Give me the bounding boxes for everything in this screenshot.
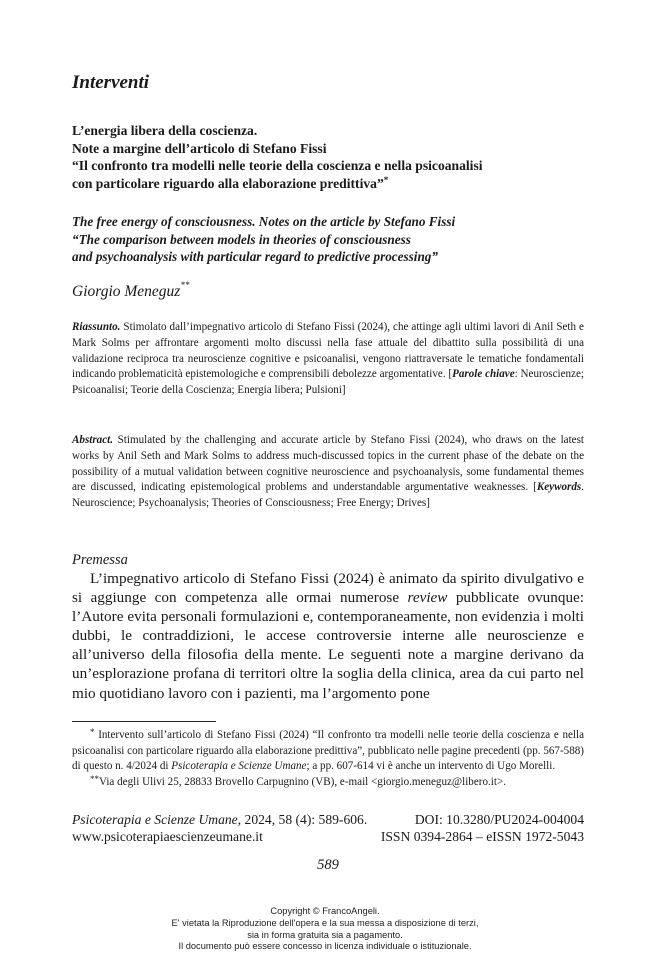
copyright-line: Il documento può essere concesso in licenza individuale o istituzionale.: [178, 941, 472, 952]
author-text: Giorgio Meneguz: [72, 283, 181, 300]
english-title: [72, 213, 455, 266]
footnote-divider: [72, 721, 216, 722]
journal-website-link[interactable]: www.psicoterapiaescienzeumane.it: [72, 828, 263, 844]
body-italic-run: review: [407, 589, 448, 607]
author-name: [72, 280, 190, 301]
journal-volume: , 2024, 58 (4): 589-606.: [237, 812, 368, 827]
page-number: 589: [317, 857, 339, 873]
subtitle-line: “The comparison between models in theories of consciousness: [72, 231, 411, 247]
subtitle-line: and psychoanalysis with particular regard to predictive processing”: [72, 249, 438, 264]
journal-website-row: [72, 829, 584, 846]
article-title: [72, 122, 483, 192]
title-line: L’energia libera della coscienza.: [72, 123, 258, 138]
riassunto-text: Stimolato dall’impegnativo articolo di Stefano Fissi (2024), che attinge agli ultimi lavori di Anil Seth e Mark Solms per affrontare argomenti molto discussi nella fase attuale del dibattito sulla possibilità di una validazione reciproca tra neuroscienze cognitive e psicoanalisi, vengono riattraversate le tematiche fondamentali indicando problematicità epistemologiche e comprensibili debolezze argomentative. [: [72, 321, 584, 381]
copyright-line: Copyright © FrancoAngeli.: [270, 906, 380, 916]
footnote-2-text: Via degli Ulivi 25, 28833 Brovello Carpugnino (VB), e-mail <giorgio.meneguz@libero.it>.: [99, 775, 506, 788]
body-paragraph: [72, 569, 584, 703]
journal-citation-row: [72, 812, 584, 829]
journal-citation: [72, 812, 367, 829]
title-line: [72, 175, 483, 193]
copyright-line: sia in forma gratuita sia a pagamento.: [247, 929, 403, 940]
doi: DOI: 10.3280/PU2024-004004: [414, 812, 584, 827]
footnotes: [72, 728, 584, 790]
issn: ISSN 0394-2864 – eISSN 1972-5043: [380, 828, 584, 844]
riassunto-label: Riassunto.: [72, 321, 121, 333]
section-label: Interventi: [72, 72, 150, 93]
footnote-1-text-end: ; a pp. 607-614 vi è anche un intervento di Ugo Morelli.: [306, 760, 556, 773]
abstract-keywords-label: Keywords: [536, 481, 582, 494]
footnote-2-mark: **: [90, 773, 99, 784]
abstract-text: Stimulated by the challenging and accurate article by Stefano Fissi (2024), who draws on the latest works by Anil Seth and Mark Solms to address much-discussed topics in the current phase of the debate on the possibility of a mutual validation between cognitive neuroscience and psychoanalysis, some fundamental themes are discussed, indicating epistemological problems and understandable argumentative weaknesses. [: [72, 434, 584, 494]
body-text: [72, 569, 584, 703]
riassunto-keywords: : Neuroscienze; Psicoanalisi; Teorie della Coscienza; Energia libera; Pulsioni]: [72, 368, 584, 397]
abstract-keywords: . Neuroscience; Psychoanalysis; Theories of Consciousness; Free Energy; Drives]: [72, 481, 584, 510]
copyright-notice: [0, 906, 650, 953]
footnote-1-text: Intervento sull’articolo di Stefano Fissi (2024) “Il confronto tra modelli nelle teorie della coscienza e nella psicoanalisi con particolare riguardo alla elaborazione predittiva”, pubblicato nelle pagine precedenti (pp. 567-588) di questo n. 4/2024 di: [72, 729, 585, 773]
riassunto-block: [72, 320, 584, 399]
body-text-run: pubblicate ovunque: l’Autore evita personali formulazioni e, contemporaneamente, non evidenzia i molti dubbi, le contraddizioni, le accese controversie interne alle neuroscienze e all’universo della filosofia della mente. Le seguenti note a margine derivano da un’esplorazione profana di territori oltre la soglia della clinica, area da cui parto nel mio quotidiano lavoro con i pazienti, ma l’argomento pone: [72, 589, 584, 702]
journal-name: Psicoterapia e Scienze Umane: [72, 812, 238, 827]
footnote-1: [72, 728, 584, 775]
title-line: “Il confronto tra modelli nelle teorie della coscienza e nella psicoanalisi: [72, 158, 483, 173]
title-line-text: con particolare riguardo alla elaborazione predittiva”: [72, 175, 384, 191]
riassunto-keywords-label: Parole chiave: [452, 368, 515, 381]
body-text-run: L’impegnativo articolo di Stefano Fissi (2024) è animato da spirito divulgativo e si aggiunge con competenza alle ormai numerose: [72, 570, 584, 607]
premessa-heading: Premessa: [72, 552, 128, 568]
footnote-1-mark: *: [90, 727, 95, 737]
footnote-1-journal: Psicoterapia e Scienze Umane: [171, 760, 307, 773]
title-footnote-mark: *: [383, 174, 389, 185]
copyright-line: E' vietata la Riproduzione dell'opera e la sua messa a disposizione di terzi,: [171, 917, 479, 928]
abstract-block: [72, 433, 584, 512]
title-line: Note a margine dell’articolo di Stefano Fissi: [72, 140, 327, 156]
abstract-label: Abstract.: [72, 434, 113, 446]
author-footnote-mark: **: [180, 280, 190, 290]
journal-info: [72, 812, 584, 845]
subtitle-line: The free energy of consciousness. Notes on the article by Stefano Fissi: [72, 214, 456, 229]
footnote-2: [72, 775, 584, 791]
